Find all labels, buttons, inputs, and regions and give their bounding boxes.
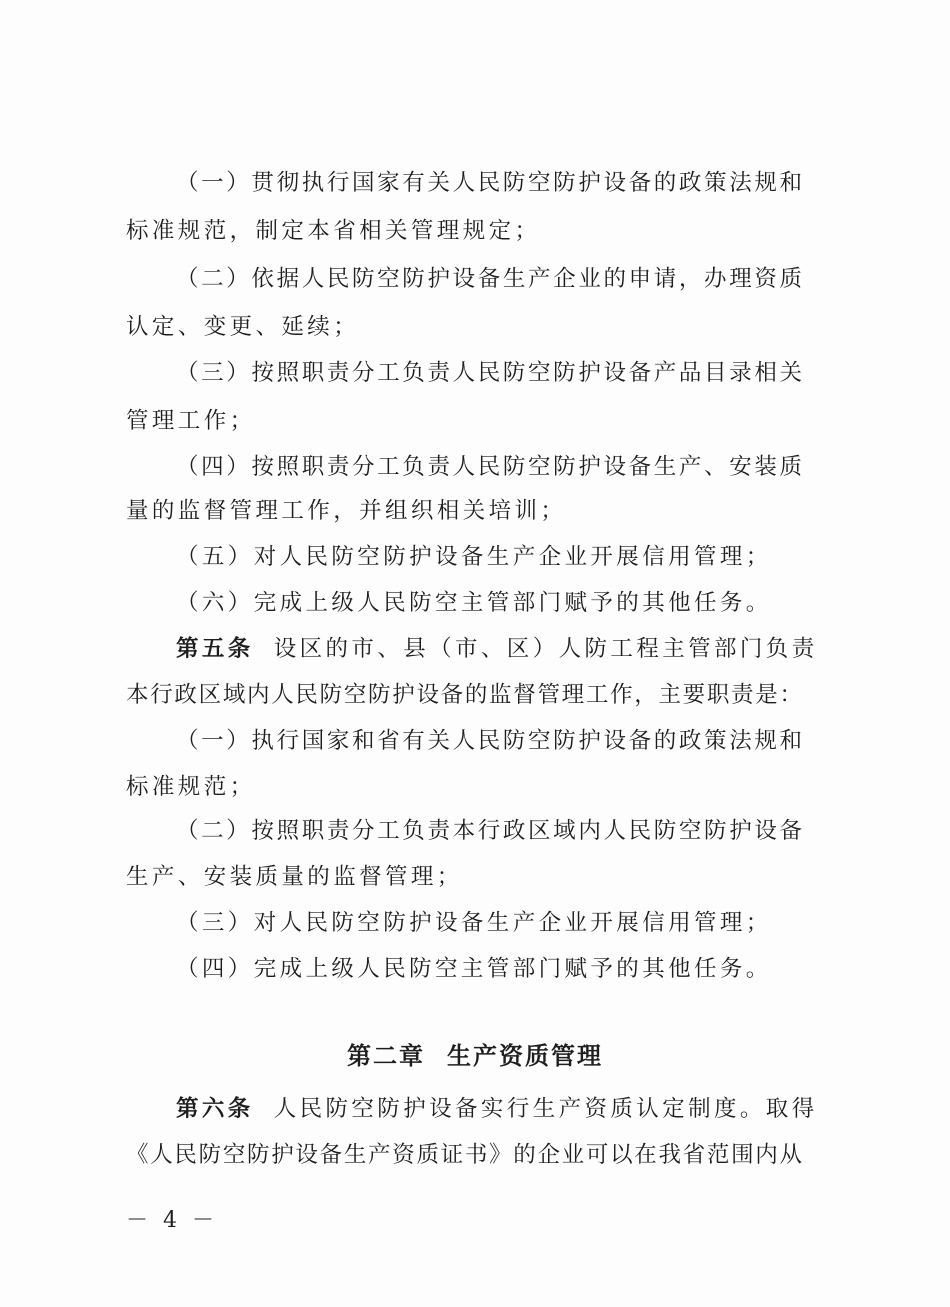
article-label: 第六条 [176, 1096, 254, 1122]
article-5-first-line [176, 634, 818, 664]
paragraph-line: 认定、变更、延续； [126, 314, 360, 340]
paragraph-line: 生产、安装质量的监督管理； [126, 864, 463, 890]
paragraph-line: （一）执行国家和省有关人民防空防护设备的政策法规和 [176, 728, 802, 754]
paragraph-line: 《人民防空防护设备生产资质证书》的企业可以在我省范围内从 [126, 1142, 802, 1168]
paragraph-line: （一）贯彻执行国家有关人民防空防护设备的政策法规和 [176, 170, 802, 196]
paragraph-line: 管理工作； [126, 408, 256, 434]
article-text: 设区的市、县（市、区）人防工程主管部门负责 [273, 636, 818, 662]
chapter-heading [0, 1040, 950, 1072]
paragraph-line: （五）对人民防空防护设备生产企业开展信用管理； [176, 544, 772, 570]
page-number: － 4 － [126, 1208, 218, 1233]
paragraph-line: （三）对人民防空防护设备生产企业开展信用管理； [176, 910, 772, 936]
chapter-title: 生产资质管理 [447, 1042, 603, 1070]
paragraph-line: （四）完成上级人民防空主管部门赋予的其他任务。 [176, 956, 772, 982]
article-6-first-line [176, 1094, 818, 1124]
paragraph-line: （三）按照职责分工负责人民防空防护设备产品目录相关 [176, 360, 802, 386]
paragraph-line: 本行政区域内人民防空防护设备的监督管理工作，主要职责是： [126, 682, 802, 708]
paragraph-line: （二）依据人民防空防护设备生产企业的申请，办理资质 [176, 266, 802, 292]
paragraph-line: 标准规范，制定本省相关管理规定； [126, 218, 541, 244]
paragraph-line: （四）按照职责分工负责人民防空防护设备生产、安装质 [176, 454, 802, 480]
chapter-number: 第二章 [347, 1042, 425, 1070]
article-label: 第五条 [176, 636, 254, 662]
paragraph-line: 标准规范； [126, 774, 256, 800]
paragraph-line: 量的监督管理工作，并组织相关培训； [126, 498, 567, 524]
paragraph-line: （二）按照职责分工负责本行政区域内人民防空防护设备 [176, 818, 802, 844]
paragraph-line: （六）完成上级人民防空主管部门赋予的其他任务。 [176, 590, 772, 616]
article-text: 人民防空防护设备实行生产资质认定制度。取得 [273, 1096, 818, 1122]
